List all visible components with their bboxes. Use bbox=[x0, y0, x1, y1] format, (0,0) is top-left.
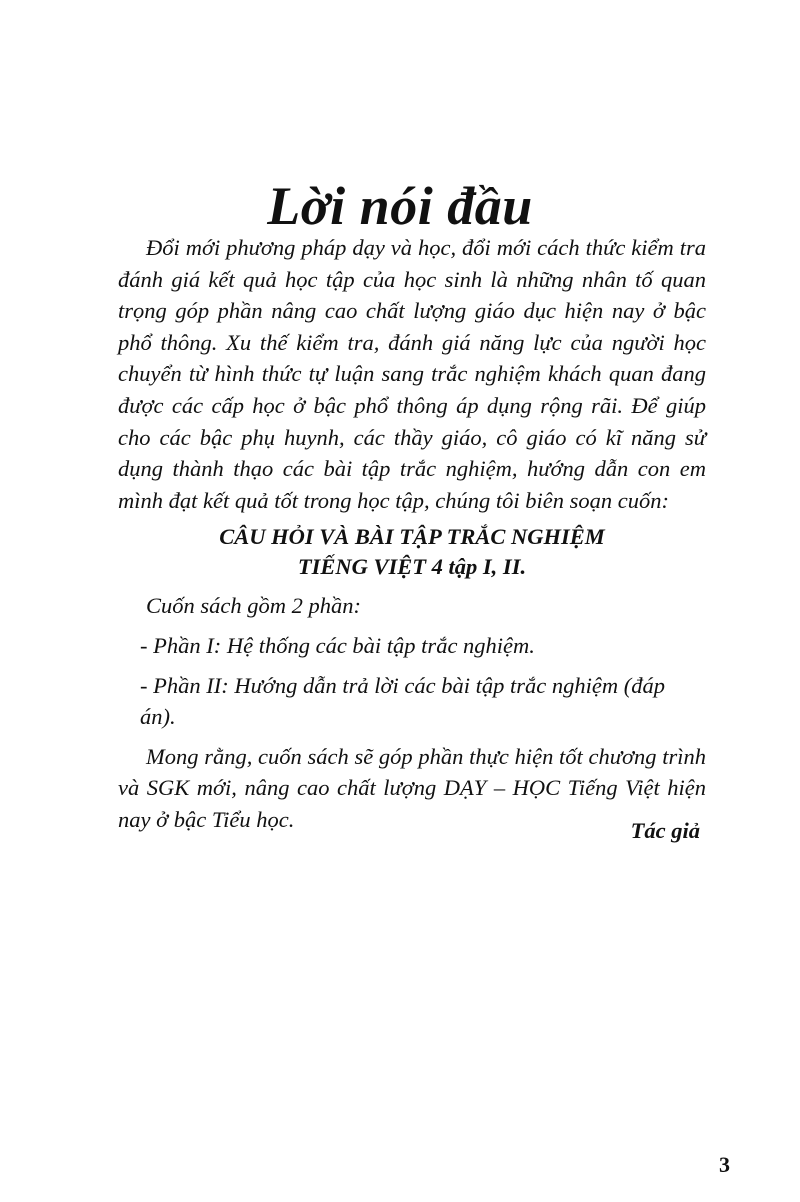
part-item-1: - Phần I: Hệ thống các bài tập trắc nghiệm. bbox=[140, 632, 535, 658]
spacer bbox=[118, 733, 706, 741]
spacer bbox=[118, 622, 706, 630]
page-number: 3 bbox=[719, 1152, 730, 1177]
author-signature: Tác giả bbox=[630, 818, 700, 843]
book-title-line-1: CÂU HỎI VÀ BÀI TẬP TRẮC NGHIỆM bbox=[219, 524, 605, 550]
book-title-line-2: TIẾNG VIỆT 4 tập I, II. bbox=[297, 554, 527, 580]
closing-paragraph: Mong rằng, cuốn sách sẽ góp phần thực hiện tốt chương trình và SGK mới, nâng cao chất lượng DẠY – HỌC Tiếng Việt hiện nay ở bậc Tiểu học. bbox=[118, 743, 706, 832]
spacer bbox=[118, 582, 706, 590]
page-title: Lời nói đầu bbox=[267, 176, 533, 237]
part-item-2: - Phần II: Hướng dẫn trả lời các bài tập trắc nghiệm (đáp án). bbox=[140, 672, 665, 730]
parts-intro: Cuốn sách gồm 2 phần: bbox=[146, 593, 361, 619]
spacer bbox=[118, 662, 706, 670]
preface-body bbox=[118, 232, 706, 836]
intro-paragraph: Đổi mới phương pháp dạy và học, đổi mới cách thức kiểm tra đánh giá kết quả học tập của học sinh là những nhân tố quan trọng góp phần nâng cao chất lượng giáo dục hiện nay ở bậc phổ thông. Xu thế kiểm tra, đánh giá năng lực của người học chuyển từ hình thức tự luận sang trắc nghiệm khách quan đang được các cấp học ở bậc phổ thông áp dụng rộng rãi. Để giúp cho các bậc phụ huynh, các thầy giáo, cô giáo có kĩ năng sử dụng thành thạo các bài tập trắc nghiệm, hướng dẫn con em mình đạt kết quả tốt trong học tập, chúng tôi biên soạn cuốn: bbox=[118, 235, 706, 513]
book-title bbox=[118, 522, 706, 582]
